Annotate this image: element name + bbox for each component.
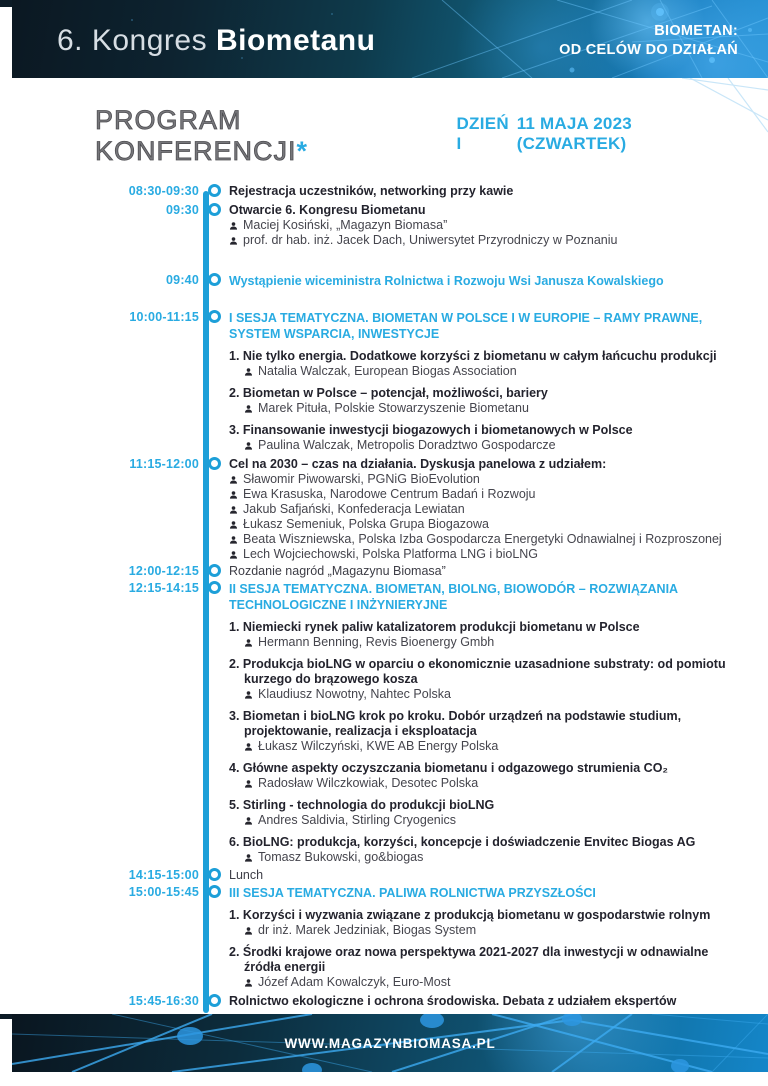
header xyxy=(0,0,768,78)
agenda-item xyxy=(229,835,746,865)
person-icon xyxy=(229,490,238,500)
timeline-node-icon xyxy=(208,310,221,323)
timeline-entry xyxy=(0,310,768,453)
entry-title: I SESJA TEMATYCZNA. BIOMETAN W POLSCE I W EUROPIE – RAMY PRAWNE, SYSTEM WSPARCIA, INWESTYCJE xyxy=(229,311,703,341)
agenda-item xyxy=(229,349,746,379)
speaker-name: Beata Wiszniewska, Polska Izba Gospodarcza Energetyki Odnawialnej i Rozproszonej xyxy=(243,532,722,546)
speaker-line xyxy=(244,975,746,990)
speaker-line xyxy=(229,547,746,562)
timeline-entry xyxy=(0,184,768,199)
node-column xyxy=(199,457,229,562)
agenda-item-title: 1. Niemiecki rynek paliw katalizatorem produkcji biometanu w Polsce xyxy=(229,620,640,634)
person-icon xyxy=(229,236,238,246)
node-column xyxy=(199,310,229,453)
speaker-line xyxy=(244,813,746,828)
timeline-entry xyxy=(0,885,768,990)
speaker-name: Łukasz Semeniuk, Polska Grupa Biogazowa xyxy=(243,517,489,531)
speaker-line xyxy=(229,472,746,487)
timeline-entry xyxy=(0,868,768,883)
speaker-line xyxy=(229,502,746,517)
entry-title: Cel na 2030 – czas na działania. Dyskusja panelowa z udziałem: xyxy=(229,457,607,471)
agenda-item-title: 5. Stirling - technologia do produkcji bioLNG xyxy=(229,798,495,812)
time-label: 11:15-12:00 xyxy=(129,457,199,471)
person-icon xyxy=(229,475,238,485)
person-icon xyxy=(229,550,238,560)
speaker-name: Klaudiusz Nowotny, Nahtec Polska xyxy=(258,687,451,701)
agenda-item-title: 6. BioLNG: produkcja, korzyści, koncepcje i doświadczenie Envitec Biogas AG xyxy=(229,835,696,849)
entry-content xyxy=(229,868,746,883)
program-heading xyxy=(95,105,738,167)
tagline-line2: OD CELÓW DO DZIAŁAŃ xyxy=(559,42,738,58)
speaker-name: Marek Pituła, Polskie Stowarzyszenie Biometanu xyxy=(258,401,529,415)
person-icon xyxy=(244,978,253,988)
agenda-item-title: 2. Środki krajowe oraz nowa perspektywa 2021-2027 dla inwestycji w odnawialne źródła energii xyxy=(229,945,709,974)
day-label: DZIEŃ I xyxy=(456,114,509,153)
footer-banner xyxy=(12,1014,768,1072)
node-column xyxy=(199,273,229,289)
person-icon xyxy=(244,926,253,936)
person-icon xyxy=(244,690,253,700)
timeline-entry xyxy=(0,203,768,248)
time-label: 15:00-15:45 xyxy=(128,885,199,899)
footer xyxy=(0,1014,768,1072)
person-icon xyxy=(244,853,253,863)
person-icon xyxy=(244,638,253,648)
node-column xyxy=(199,994,229,1009)
speaker-line xyxy=(229,517,746,532)
person-icon xyxy=(229,535,238,545)
entry-title: Otwarcie 6. Kongresu Biometanu xyxy=(229,203,426,217)
timeline-entry xyxy=(0,994,768,1009)
congress-title-bold: Biometanu xyxy=(215,24,376,57)
node-column xyxy=(199,581,229,865)
congress-title-light: 6. Kongres xyxy=(57,24,216,57)
speaker-line xyxy=(244,687,746,702)
speaker-name: prof. dr hab. inż. Jacek Dach, Uniwersytet Przyrodniczy w Poznaniu xyxy=(243,233,618,247)
person-icon xyxy=(229,520,238,530)
speaker-line xyxy=(244,739,746,754)
speaker-line xyxy=(229,233,746,248)
speaker-line xyxy=(244,401,746,416)
speaker-name: Józef Adam Kowalczyk, Euro-Most xyxy=(258,975,451,989)
agenda-item xyxy=(229,620,746,650)
person-icon xyxy=(244,404,253,414)
timeline-entry xyxy=(0,273,768,289)
tagline-line1: BIOMETAN: xyxy=(654,23,738,39)
timeline-node-icon xyxy=(208,457,221,470)
node-column xyxy=(199,885,229,990)
entry-content xyxy=(229,564,746,579)
speaker-name: Sławomir Piwowarski, PGNiG BioEvolution xyxy=(243,472,480,486)
agenda-item-title: 2. Biometan w Polsce – potencjał, możliwości, bariery xyxy=(229,386,548,400)
speaker-line xyxy=(229,532,746,547)
agenda-item-title: 4. Główne aspekty oczyszczania biometanu i odgazowego strumienia CO₂ xyxy=(229,761,668,775)
agenda-item xyxy=(229,423,746,453)
entry-title: II SESJA TEMATYCZNA. BIOMETAN, BIOLNG, BIOWODÓR – ROZWIĄZANIA TECHNOLOGICZNE I INŻYNIERYJNE xyxy=(229,582,678,612)
speaker-name: Ewa Krasuska, Narodowe Centrum Badań i Rozwoju xyxy=(243,487,536,501)
program-asterisk: * xyxy=(296,136,309,166)
agenda-item-title: 1. Nie tylko energia. Dodatkowe korzyści z biometanu w całym łańcuchu produkcji xyxy=(229,349,717,363)
timeline-entry xyxy=(0,564,768,579)
entry-title: Wystąpienie wiceministra Rolnictwa i Rozwoju Wsi Janusza Kowalskiego xyxy=(229,274,664,288)
agenda-item xyxy=(229,945,746,990)
speaker-line xyxy=(244,923,746,938)
agenda-item xyxy=(229,798,746,828)
time-label: 15:45-16:30 xyxy=(128,994,199,1008)
decorative-lines xyxy=(682,78,768,136)
speaker-line xyxy=(244,438,746,453)
time-label: 12:00-12:15 xyxy=(128,564,199,578)
node-column xyxy=(199,868,229,883)
person-icon xyxy=(244,779,253,789)
timeline-node-icon xyxy=(208,564,221,577)
timeline-node-icon xyxy=(208,203,221,216)
timeline-node-icon xyxy=(208,868,221,881)
timeline-entry xyxy=(0,581,768,865)
footer-url: WWW.MAGAZYNBIOMASA.PL xyxy=(284,1035,496,1051)
time-label: 09:30 xyxy=(166,203,199,217)
node-column xyxy=(199,203,229,248)
program-title xyxy=(95,105,449,167)
node-column xyxy=(199,564,229,579)
person-icon xyxy=(244,816,253,826)
timeline-node-icon xyxy=(208,273,221,286)
timeline-node-icon xyxy=(208,184,221,197)
speaker-name: Andres Saldivia, Stirling Cryogenics xyxy=(258,813,457,827)
speaker-name: Lech Wojciechowski, Polska Platforma LNG i bioLNG xyxy=(243,547,539,561)
time-label: 08:30-09:30 xyxy=(128,184,199,198)
entry-title: Rolnictwo ekologiczne i ochrona środowiska. Debata z udziałem ekspertów xyxy=(229,994,677,1008)
speaker-line xyxy=(229,487,746,502)
speaker-name: Radosław Wilczkowiak, Desotec Polska xyxy=(258,776,479,790)
agenda-item xyxy=(229,709,746,754)
node-column xyxy=(199,184,229,199)
timeline-node-icon xyxy=(208,885,221,898)
entry-content xyxy=(229,273,746,289)
person-icon xyxy=(244,742,253,752)
speaker-name: Łukasz Wilczyński, KWE AB Energy Polska xyxy=(258,739,499,753)
agenda-item-title: 3. Finansowanie inwestycji biogazowych i biometanowych w Polsce xyxy=(229,423,633,437)
person-icon xyxy=(244,367,253,377)
entry-content xyxy=(229,203,746,248)
speaker-line xyxy=(244,364,746,379)
speaker-line xyxy=(229,218,746,233)
agenda-item-title: 1. Korzyści i wyzwania związane z produkcją biometanu w gospodarstwie rolnym xyxy=(229,908,711,922)
agenda-item-title: 3. Biometan i bioLNG krok po kroku. Dobór urządzeń na podstawie studium, projektowanie, realizacja i eksploatacja xyxy=(229,709,682,738)
header-banner xyxy=(12,0,768,78)
speaker-name: Tomasz Bukowski, go&biogas xyxy=(258,850,424,864)
entry-content xyxy=(229,184,746,199)
entry-title: III SESJA TEMATYCZNA. PALIWA ROLNICTWA PRZYSZŁOŚCI xyxy=(229,886,596,900)
person-icon xyxy=(229,221,238,231)
speaker-name: Paulina Walczak, Metropolis Doradztwo Gospodarcze xyxy=(258,438,556,452)
entry-content xyxy=(229,994,746,1009)
speaker-name: Maciej Kosiński, „Magazyn Biomasa” xyxy=(243,218,448,232)
person-icon xyxy=(229,505,238,515)
speaker-name: Natalia Walczak, European Biogas Association xyxy=(258,364,517,378)
entry-title: Lunch xyxy=(229,868,264,882)
speaker-name: Jakub Safjański, Konfederacja Lewiatan xyxy=(243,502,465,516)
agenda-item xyxy=(229,657,746,702)
timeline-entry xyxy=(0,457,768,562)
time-label: 12:15-14:15 xyxy=(128,581,199,595)
date-label: 11 MAJA 2023 (CZWARTEK) xyxy=(516,114,632,153)
timeline xyxy=(0,184,768,1043)
agenda-item xyxy=(229,761,746,791)
speaker-line xyxy=(244,776,746,791)
congress-title xyxy=(57,24,375,58)
speaker-name: dr inż. Marek Jedziniak, Biogas System xyxy=(258,923,477,937)
time-label: 10:00-11:15 xyxy=(129,310,199,324)
agenda-item xyxy=(229,908,746,938)
person-icon xyxy=(244,441,253,451)
time-label: 14:15-15:00 xyxy=(128,868,199,882)
entry-content xyxy=(229,457,746,562)
timeline-node-icon xyxy=(208,994,221,1007)
agenda-item-title: 2. Produkcja bioLNG w oparciu o ekonomicznie uzasadnione substraty: od pomiotu kurzego do brązowego kosza xyxy=(229,657,726,686)
entry-content xyxy=(229,581,746,865)
entry-content xyxy=(229,310,746,453)
entry-title: Rejestracja uczestników, networking przy kawie xyxy=(229,184,514,198)
time-label: 09:40 xyxy=(166,273,199,287)
entry-content xyxy=(229,885,746,990)
timeline-node-icon xyxy=(208,581,221,594)
program-title-text: PROGRAM KONFERENCJI xyxy=(95,105,297,166)
speaker-line xyxy=(244,850,746,865)
agenda-item xyxy=(229,386,746,416)
congress-tagline xyxy=(559,22,738,60)
speaker-name: Hermann Benning, Revis Bioenergy Gmbh xyxy=(258,635,495,649)
entry-title: Rozdanie nagród „Magazynu Biomasa” xyxy=(229,564,446,578)
speaker-line xyxy=(244,635,746,650)
